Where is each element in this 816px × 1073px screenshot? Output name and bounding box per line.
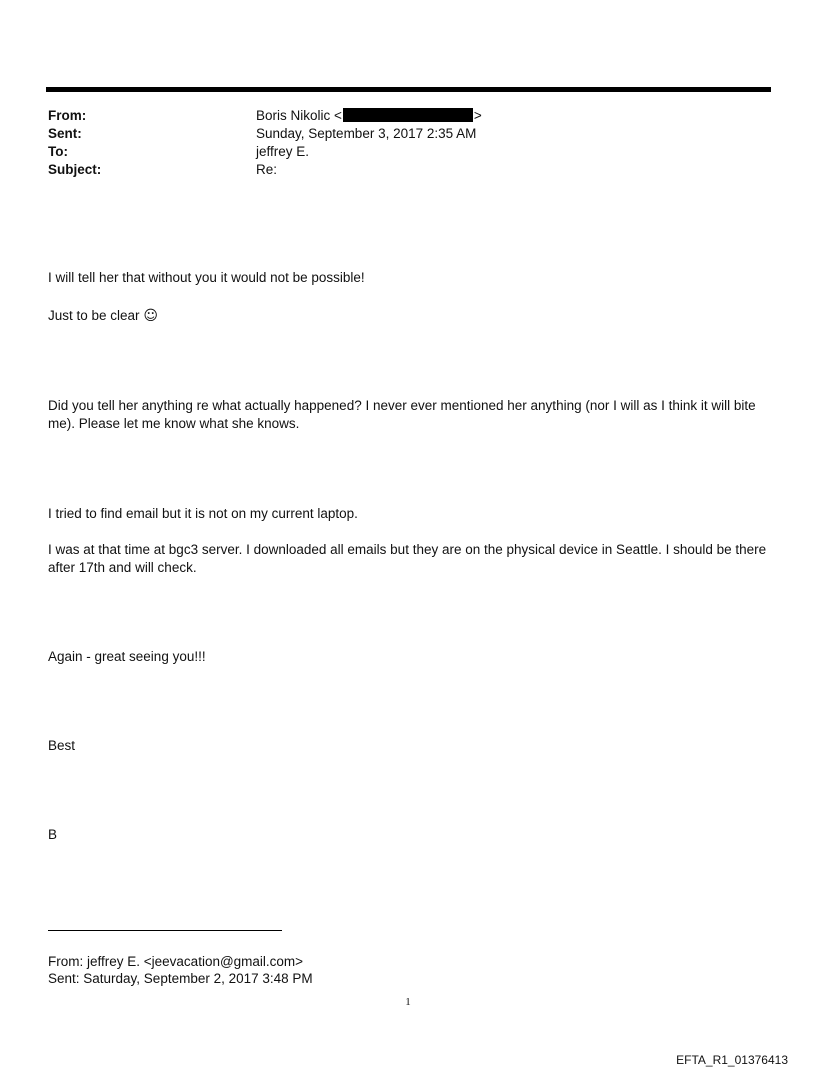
from-label: From: <box>48 108 87 123</box>
redaction-block <box>343 108 473 122</box>
sent-label: Sent: <box>48 126 82 141</box>
signoff-best: Best <box>48 738 76 753</box>
body-paragraph-4: I tried to find email but it is not on my current laptop. <box>48 506 358 521</box>
body-paragraph-5: I was at that time at bgc3 server. I downloaded all emails but they are on the physical device in Seattle. I should be there after 17th and will check. <box>48 542 767 575</box>
body-paragraph-6: Again - great seeing you!!! <box>48 649 206 664</box>
quote-separator <box>48 930 282 931</box>
body-paragraph-2 <box>48 307 778 325</box>
body-paragraph-1: I will tell her that without you it would not be possible! <box>48 270 365 285</box>
document-id: EFTA_R1_01376413 <box>676 1053 788 1067</box>
body-paragraph-2-text: Just to be clear <box>48 308 140 323</box>
quoted-from: From: jeffrey E. <jeevacation@gmail.com> <box>48 954 304 969</box>
from-value <box>256 107 482 125</box>
subject-value: Re: <box>256 162 278 177</box>
signoff-initial: B <box>48 827 58 842</box>
subject-label: Subject: <box>48 162 102 177</box>
from-name: Boris Nikolic < <box>256 108 342 123</box>
to-value: jeffrey E. <box>256 144 310 159</box>
to-label: To: <box>48 144 68 159</box>
from-close: > <box>473 108 482 123</box>
smiley-icon: ☺ <box>143 308 158 324</box>
body-paragraph-3: Did you tell her anything re what actually happened? I never ever mentioned her anything (nor I will as I think it will bite me). Please let me know what she knows. <box>48 398 756 431</box>
header-rule <box>46 87 771 92</box>
quoted-sent: Sent: Saturday, September 2, 2017 3:48 PM <box>48 971 313 986</box>
page-number: 1 <box>405 996 411 1008</box>
sent-value: Sunday, September 3, 2017 2:35 AM <box>256 126 477 141</box>
